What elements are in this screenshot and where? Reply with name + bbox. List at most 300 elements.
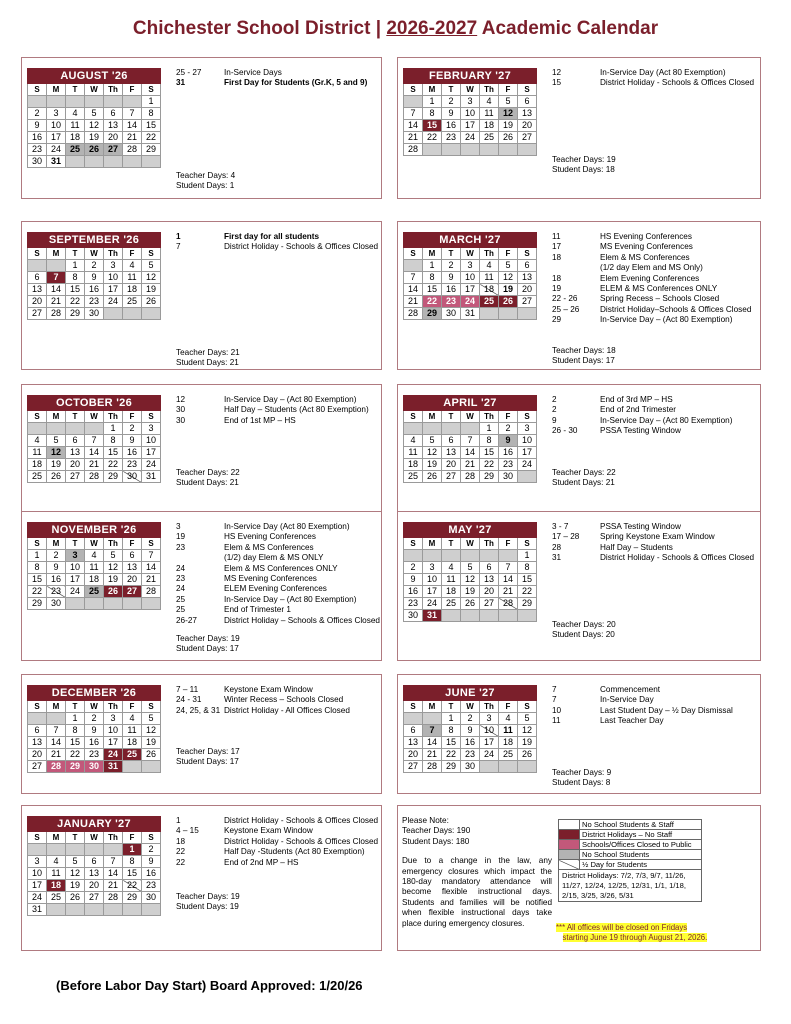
day-cell: 30 <box>28 156 47 168</box>
day-cell: 1 <box>423 96 442 108</box>
empty-cell <box>404 96 423 108</box>
weekday-label: S <box>142 832 161 844</box>
day-cell: 24 <box>104 749 123 761</box>
event-list <box>552 685 733 727</box>
day-cell: 10 <box>104 272 123 284</box>
day-cell: 11 <box>66 120 85 132</box>
month-panel-dec <box>21 674 382 794</box>
student-days: Student Days: 18 <box>552 165 615 175</box>
event-date: 12 <box>552 68 562 77</box>
day-cell: 10 <box>480 725 499 737</box>
empty-cell <box>66 423 85 435</box>
day-cell: 27 <box>442 471 461 483</box>
legend-row <box>559 870 702 902</box>
empty-cell <box>142 761 161 773</box>
month-panel-feb <box>397 57 761 199</box>
day-cell: 23 <box>85 296 104 308</box>
week-row <box>404 108 537 120</box>
month-panel-jan <box>21 805 382 951</box>
day-cell: 25 <box>480 132 499 144</box>
event-date: 26 - 30 <box>552 426 578 436</box>
day-cell: 18 <box>499 737 518 749</box>
event-date: 23 <box>176 574 186 584</box>
event-text: MS Evening Conferences <box>600 242 693 252</box>
event-list <box>176 395 369 426</box>
day-cell: 25 <box>28 471 47 483</box>
day-cell: 28 <box>104 892 123 904</box>
week-row <box>404 761 537 773</box>
empty-cell <box>423 144 442 156</box>
month-panel-mar <box>397 221 761 370</box>
weekday-label: T <box>442 538 461 550</box>
event-text: (1/2 day Elem and MS Only) <box>600 263 703 273</box>
weekday-label: M <box>423 248 442 260</box>
week-row <box>404 713 537 725</box>
event-date: 22 <box>176 857 186 867</box>
day-cell: 27 <box>66 471 85 483</box>
day-cell: 30 <box>85 308 104 320</box>
event-row <box>552 253 751 263</box>
day-counts <box>552 620 616 641</box>
weekday-label: W <box>85 248 104 260</box>
day-cell: 20 <box>404 749 423 761</box>
event-row <box>176 532 380 542</box>
week-row <box>404 471 537 483</box>
event-text: In-Service Day – (Act 80 Exemption) <box>224 395 357 404</box>
day-cell: 25 <box>123 749 142 761</box>
day-cell: 12 <box>518 725 537 737</box>
day-cell: 15 <box>442 737 461 749</box>
month-panel-aug <box>21 57 382 199</box>
day-cell: 15 <box>123 868 142 880</box>
day-cell: 7 <box>104 856 123 868</box>
day-cell: 17 <box>142 447 161 459</box>
day-cell: 17 <box>104 737 123 749</box>
day-cell: 2 <box>47 550 66 562</box>
empty-cell <box>461 144 480 156</box>
weekday-label: T <box>442 84 461 96</box>
day-cell: 8 <box>142 108 161 120</box>
day-cell: 15 <box>104 447 123 459</box>
day-cell: 10 <box>47 120 66 132</box>
event-text: ELEM & MS Conferences ONLY <box>600 284 718 294</box>
day-cell: 24 <box>461 296 480 308</box>
day-cell: 29 <box>480 471 499 483</box>
day-cell: 17 <box>480 737 499 749</box>
event-row <box>552 706 733 716</box>
day-cell: 6 <box>442 435 461 447</box>
event-row <box>552 416 732 426</box>
day-cell: 23 <box>499 459 518 471</box>
day-cell: 23 <box>142 880 161 892</box>
week-row <box>28 108 161 120</box>
weekday-label: F <box>499 701 518 713</box>
empty-cell <box>499 308 518 320</box>
day-cell: 9 <box>47 562 66 574</box>
event-text: HS Evening Conferences <box>600 232 692 241</box>
day-cell: 24 <box>47 144 66 156</box>
event-row <box>552 426 732 436</box>
day-cell: 13 <box>66 447 85 459</box>
day-cell: 18 <box>47 880 66 892</box>
event-row <box>176 826 378 836</box>
empty-cell <box>461 423 480 435</box>
day-cell: 14 <box>461 447 480 459</box>
weekday-label: W <box>461 84 480 96</box>
day-cell: 16 <box>47 574 66 586</box>
day-cell: 11 <box>85 562 104 574</box>
day-cell: 9 <box>142 856 161 868</box>
day-counts <box>176 747 240 768</box>
day-cell: 30 <box>461 761 480 773</box>
day-cell: 14 <box>104 868 123 880</box>
empty-cell <box>480 610 499 622</box>
event-list <box>176 522 380 626</box>
day-cell: 2 <box>404 562 423 574</box>
event-row <box>176 595 380 605</box>
event-date: 12 <box>176 395 186 404</box>
day-cell: 29 <box>66 308 85 320</box>
event-date: 25 - 27 <box>176 68 202 77</box>
day-counts <box>552 468 616 489</box>
event-text: In-Service Day (Act 80 Exemption) <box>600 68 726 77</box>
day-cell: 7 <box>47 725 66 737</box>
event-date: 24 <box>176 584 186 594</box>
day-cell: 16 <box>442 284 461 296</box>
day-cell: 11 <box>123 725 142 737</box>
day-cell: 23 <box>442 296 461 308</box>
empty-cell <box>518 610 537 622</box>
day-cell: 24 <box>423 598 442 610</box>
day-cell: 11 <box>499 725 518 737</box>
day-cell: 27 <box>480 598 499 610</box>
note-title: Please Note: <box>402 816 449 825</box>
empty-cell <box>123 156 142 168</box>
weekday-label: S <box>518 411 537 423</box>
weekday-label: T <box>66 832 85 844</box>
weekday-label: Th <box>104 538 123 550</box>
student-days: Student Days: 20 <box>552 630 615 640</box>
day-cell: 5 <box>142 713 161 725</box>
weekday-label: Th <box>480 411 499 423</box>
event-row <box>176 232 378 242</box>
day-cell: 18 <box>442 586 461 598</box>
event-text: Half Day – Students <box>600 542 673 552</box>
weekday-label: S <box>404 701 423 713</box>
event-row <box>176 242 378 252</box>
day-cell: 3 <box>461 260 480 272</box>
event-row <box>176 405 369 415</box>
day-cell: 4 <box>123 260 142 272</box>
event-date: 24 - 31 <box>176 695 202 705</box>
event-date: 19 <box>552 284 562 294</box>
day-cell: 6 <box>123 550 142 562</box>
day-cell: 18 <box>123 284 142 296</box>
month-name: JUNE '27 <box>404 686 537 701</box>
day-cell: 5 <box>499 260 518 272</box>
day-cell: 6 <box>404 725 423 737</box>
day-cell: 20 <box>442 459 461 471</box>
week-row <box>28 856 161 868</box>
day-cell: 17 <box>66 574 85 586</box>
empty-cell <box>480 550 499 562</box>
day-cell: 17 <box>47 132 66 144</box>
day-cell: 7 <box>461 435 480 447</box>
empty-cell <box>423 423 442 435</box>
day-cell: 19 <box>142 284 161 296</box>
day-cell: 26 <box>142 296 161 308</box>
day-cell: 28 <box>47 308 66 320</box>
day-cell: 3 <box>66 550 85 562</box>
day-cell: 29 <box>142 144 161 156</box>
empty-cell <box>404 260 423 272</box>
week-row <box>404 598 537 610</box>
weekday-label: T <box>66 84 85 96</box>
day-cell: 5 <box>104 550 123 562</box>
event-row <box>176 522 380 532</box>
day-cell: 9 <box>461 725 480 737</box>
weekday-label: Th <box>104 248 123 260</box>
day-cell: 29 <box>28 598 47 610</box>
day-cell: 30 <box>442 308 461 320</box>
day-cell: 13 <box>28 737 47 749</box>
day-cell: 1 <box>480 423 499 435</box>
week-row <box>404 296 537 308</box>
day-cell: 20 <box>66 459 85 471</box>
day-cell: 25 <box>66 144 85 156</box>
day-cell: 22 <box>423 132 442 144</box>
month-calendar <box>27 816 161 916</box>
day-cell: 22 <box>28 586 47 598</box>
event-text: In-Service Days <box>224 68 282 77</box>
student-days: Student Days: 19 <box>176 902 239 912</box>
day-cell: 9 <box>85 272 104 284</box>
empty-cell <box>461 610 480 622</box>
day-cell: 4 <box>480 96 499 108</box>
event-date <box>552 263 600 273</box>
week-row <box>404 423 537 435</box>
day-cell: 23 <box>85 749 104 761</box>
weekday-label: W <box>461 701 480 713</box>
day-cell: 28 <box>85 471 104 483</box>
day-cell: 28 <box>404 308 423 320</box>
event-text: Elem & MS Conferences ONLY <box>224 563 338 573</box>
event-row <box>552 294 751 304</box>
week-row <box>28 308 161 320</box>
event-row <box>552 685 733 695</box>
empty-cell <box>499 144 518 156</box>
event-text: District Holiday - Schools & Offices Closed <box>600 553 755 563</box>
day-cell: 16 <box>28 132 47 144</box>
day-cell: 27 <box>404 761 423 773</box>
event-row <box>552 68 754 78</box>
day-cell: 5 <box>518 713 537 725</box>
day-cell: 4 <box>404 435 423 447</box>
day-cell: 7 <box>142 550 161 562</box>
day-cell: 22 <box>123 880 142 892</box>
day-cell: 21 <box>104 880 123 892</box>
day-cell: 10 <box>423 574 442 586</box>
event-row <box>552 78 754 88</box>
empty-cell <box>423 550 442 562</box>
day-cell: 18 <box>480 120 499 132</box>
day-cell: 19 <box>499 284 518 296</box>
empty-cell <box>123 308 142 320</box>
week-row <box>28 892 161 904</box>
weekday-label: F <box>499 411 518 423</box>
day-cell: 2 <box>28 108 47 120</box>
day-counts <box>176 892 240 913</box>
student-days: Student Days: 1 <box>176 181 235 191</box>
teacher-days: Teacher Days: 22 <box>552 468 616 477</box>
day-cell: 25 <box>480 296 499 308</box>
empty-cell <box>499 550 518 562</box>
day-cell: 3 <box>28 856 47 868</box>
day-cell: 5 <box>461 562 480 574</box>
day-cell: 3 <box>423 562 442 574</box>
empty-cell <box>28 713 47 725</box>
day-cell: 15 <box>480 447 499 459</box>
day-cell: 6 <box>518 260 537 272</box>
day-cell: 19 <box>66 880 85 892</box>
weekday-label: M <box>47 248 66 260</box>
legend <box>558 819 702 902</box>
week-row <box>404 550 537 562</box>
weekday-label: T <box>442 411 461 423</box>
day-cell: 7 <box>85 435 104 447</box>
weekday-label: M <box>47 84 66 96</box>
event-text: First day for all students <box>224 232 320 241</box>
empty-cell <box>480 144 499 156</box>
day-cell: 14 <box>47 737 66 749</box>
event-row <box>552 695 733 705</box>
day-cell: 9 <box>499 435 518 447</box>
weekday-label: S <box>518 248 537 260</box>
empty-cell <box>47 844 66 856</box>
student-days: Student Days: 21 <box>176 358 239 368</box>
event-row <box>552 395 732 405</box>
event-list <box>176 68 367 89</box>
day-cell: 26 <box>47 471 66 483</box>
event-row <box>176 68 367 78</box>
day-cell: 20 <box>28 296 47 308</box>
day-cell: 29 <box>104 471 123 483</box>
empty-cell <box>442 550 461 562</box>
day-cell: 12 <box>85 120 104 132</box>
empty-cell <box>142 904 161 916</box>
day-cell: 5 <box>142 260 161 272</box>
event-row <box>176 78 367 88</box>
empty-cell <box>66 904 85 916</box>
day-cell: 10 <box>66 562 85 574</box>
day-cell: 9 <box>85 725 104 737</box>
weekday-label: M <box>423 84 442 96</box>
day-cell: 1 <box>123 844 142 856</box>
day-cell: 20 <box>85 880 104 892</box>
event-row <box>176 685 350 695</box>
week-row <box>28 459 161 471</box>
weekday-label: Th <box>104 832 123 844</box>
weekday-label: F <box>123 538 142 550</box>
event-date: 18 <box>552 273 562 283</box>
event-date: 24, 25, & 31 <box>176 705 221 715</box>
empty-cell <box>142 308 161 320</box>
week-row <box>28 272 161 284</box>
weekday-label: W <box>85 411 104 423</box>
event-row <box>176 847 378 857</box>
day-cell: 12 <box>66 868 85 880</box>
month-calendar <box>27 232 161 320</box>
empty-cell <box>28 260 47 272</box>
event-date: 3 <box>176 522 181 531</box>
event-text: First Day for Students (Gr.K, 5 and 9) <box>224 78 368 88</box>
day-cell: 28 <box>423 761 442 773</box>
day-cell: 8 <box>423 272 442 284</box>
day-cell: 1 <box>66 260 85 272</box>
event-date: 4 – 15 <box>176 826 199 836</box>
empty-cell <box>461 550 480 562</box>
empty-cell <box>442 144 461 156</box>
event-text: District Holiday - Schools & Offices Closed <box>224 242 379 252</box>
month-panel-sep <box>21 221 382 370</box>
month-name: FEBRUARY '27 <box>404 69 537 84</box>
day-cell: 20 <box>28 749 47 761</box>
day-cell: 25 <box>442 598 461 610</box>
day-cell: 4 <box>47 856 66 868</box>
event-row <box>176 584 380 594</box>
day-cell: 1 <box>28 550 47 562</box>
day-cell: 30 <box>123 471 142 483</box>
legend-label: No School Students & Staff <box>580 820 702 830</box>
day-cell: 11 <box>404 447 423 459</box>
day-cell: 12 <box>461 574 480 586</box>
week-row <box>404 749 537 761</box>
event-row <box>552 553 754 563</box>
day-cell: 18 <box>404 459 423 471</box>
day-cell: 20 <box>104 132 123 144</box>
event-row <box>176 616 380 626</box>
day-cell: 19 <box>104 574 123 586</box>
day-cell: 14 <box>123 120 142 132</box>
teacher-days: Teacher Days: 22 <box>176 468 240 477</box>
week-row <box>28 132 161 144</box>
event-row <box>176 564 380 574</box>
page-title: Chichester School District | 2026-2027 Academic Calendar <box>132 18 659 39</box>
month-panel-nov <box>21 511 382 661</box>
month-calendar <box>27 522 161 610</box>
week-row <box>404 435 537 447</box>
day-cell: 18 <box>480 284 499 296</box>
event-row <box>552 232 751 242</box>
event-text: District Holiday – Schools & Offices Closed <box>224 615 380 625</box>
event-row <box>552 242 751 252</box>
day-cell: 5 <box>66 856 85 868</box>
event-date: 25 <box>176 605 186 615</box>
day-cell: 23 <box>404 598 423 610</box>
day-cell: 22 <box>442 749 461 761</box>
day-cell: 21 <box>85 459 104 471</box>
day-cell: 25 <box>85 586 104 598</box>
day-cell: 12 <box>104 562 123 574</box>
day-cell: 6 <box>28 725 47 737</box>
week-row <box>28 904 161 916</box>
week-row <box>404 459 537 471</box>
weekday-label: W <box>85 84 104 96</box>
week-row <box>28 471 161 483</box>
event-text: District Holiday - Schools & Offices Closed <box>224 816 379 825</box>
day-cell: 26 <box>461 598 480 610</box>
day-cell: 8 <box>104 435 123 447</box>
